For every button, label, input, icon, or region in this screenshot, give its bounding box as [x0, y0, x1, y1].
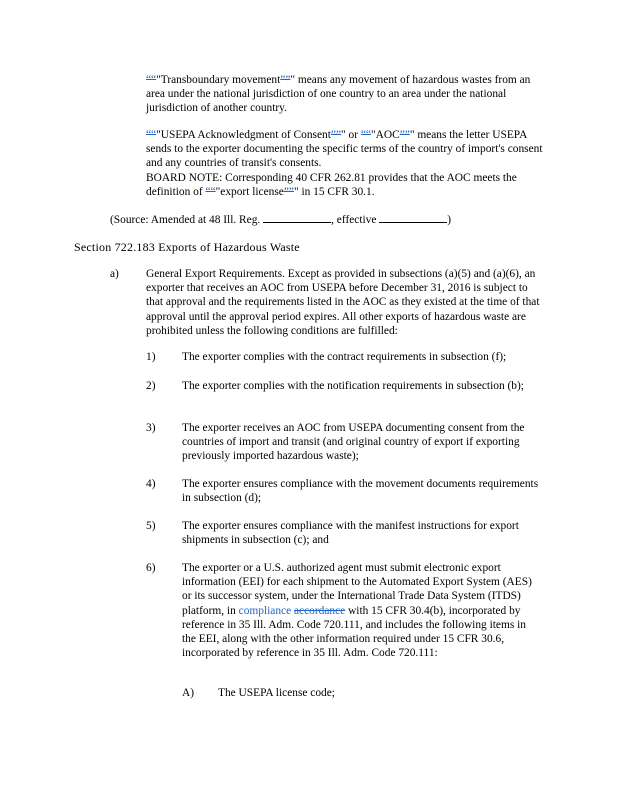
item6-text-before: The exporter or a U.S. authorized agent must submit electronic export information (EEI) for each shipment to the Automated Export System (AES) or its successor system, under the International Trade Data System (ITDS) platform, in	[182, 562, 532, 617]
deleted-text: accordance	[294, 604, 346, 617]
board-note-text-after: " in 15 CFR 30.1.	[293, 185, 375, 198]
subitem-a-label: A)	[182, 687, 195, 699]
item-text: The exporter complies with the contract requirements in subsection (f);	[182, 351, 507, 363]
item-number: 4)	[146, 478, 156, 490]
definition-transboundary-movement	[146, 73, 546, 116]
blank-date-line	[379, 212, 447, 223]
board-note-quoted: "export license	[215, 185, 284, 198]
subitem-a-text: The USEPA license code;	[218, 687, 335, 699]
definition-text: " means any movement of hazardous wastes from an area under the national jurisdiction of one country to an area under the national jurisdiction of another country.	[146, 74, 531, 115]
deleted-quote-mark: ””	[399, 129, 410, 141]
deleted-quote-mark: ““	[146, 129, 157, 141]
board-note-text: BOARD NOTE: Corresponding 40 CFR 262.81 provides that the AOC meets the definition of	[146, 171, 517, 198]
item6-text-after: with 15 CFR 30.4(b), incorporated by reference in 35 Ill. Adm. Code 720.111, and includes the following items in the EEI, along with the other information required under 15 CFR 30.6, incorporated by reference in 35 Ill. Adm. Code 720.111:	[182, 604, 526, 660]
item-text: The exporter complies with the notification requirements in subsection (b);	[182, 380, 524, 392]
item-number: 3)	[146, 422, 156, 434]
item-number: 6)	[146, 562, 156, 574]
deleted-quote-mark: ””	[283, 185, 294, 198]
section-heading: Section 722.183 Exports of Hazardous Waste	[74, 240, 300, 254]
source-text: (Source: Amended at 48 Ill. Reg.	[110, 214, 264, 226]
blank-volume-line	[263, 212, 331, 223]
deleted-quote-mark: ””	[280, 74, 291, 86]
deleted-quote-mark: ““	[360, 129, 371, 141]
source-note	[110, 212, 530, 227]
item-text: The exporter ensures compliance with the manifest instructions for export shipments in subsection (c); and	[182, 520, 519, 547]
item-number: 1)	[146, 351, 156, 363]
definition-usepa-acknowledgment	[146, 128, 546, 199]
definition-or: " or	[341, 129, 361, 141]
definition-text: " means the letter USEPA sends to the exporter documenting the specific terms of the country of import's consent and any countries of transit's consents.	[146, 129, 543, 170]
item-text: The exporter ensures compliance with the movement documents requirements in subsection (d);	[182, 478, 539, 505]
subsection-a-label: a)	[110, 268, 119, 280]
source-effective: , effective	[331, 214, 380, 226]
item-number: 2)	[146, 380, 156, 392]
item-text	[182, 561, 542, 660]
defined-term: "Transboundary movement	[156, 74, 281, 86]
defined-term: "USEPA Acknowledgment of Consent	[156, 129, 331, 141]
deleted-quote-mark: ““	[205, 185, 216, 198]
deleted-quote-mark: ““	[146, 74, 157, 86]
deleted-quote-mark: ””	[330, 129, 342, 141]
item-text: The exporter receives an AOC from USEPA documenting consent from the countries of import and transit (and original country of export if exporting previously imported hazardous waste);	[182, 422, 525, 463]
inserted-text: compliance	[238, 604, 292, 617]
defined-abbreviation: "AOC	[371, 129, 400, 141]
source-close: )	[447, 214, 452, 226]
item-number: 5)	[146, 520, 156, 532]
subsection-a-text: General Export Requirements. Except as provided in subsections (a)(5) and (a)(6), an exporter that receives an AOC from USEPA before December 31, 2016 is subject to that approval and the requirements listed in the AOC as they existed at the time of that approval until the approval period expires. All other exports of hazardous waste are prohibited unless the following conditions are fulfilled:	[146, 268, 540, 337]
